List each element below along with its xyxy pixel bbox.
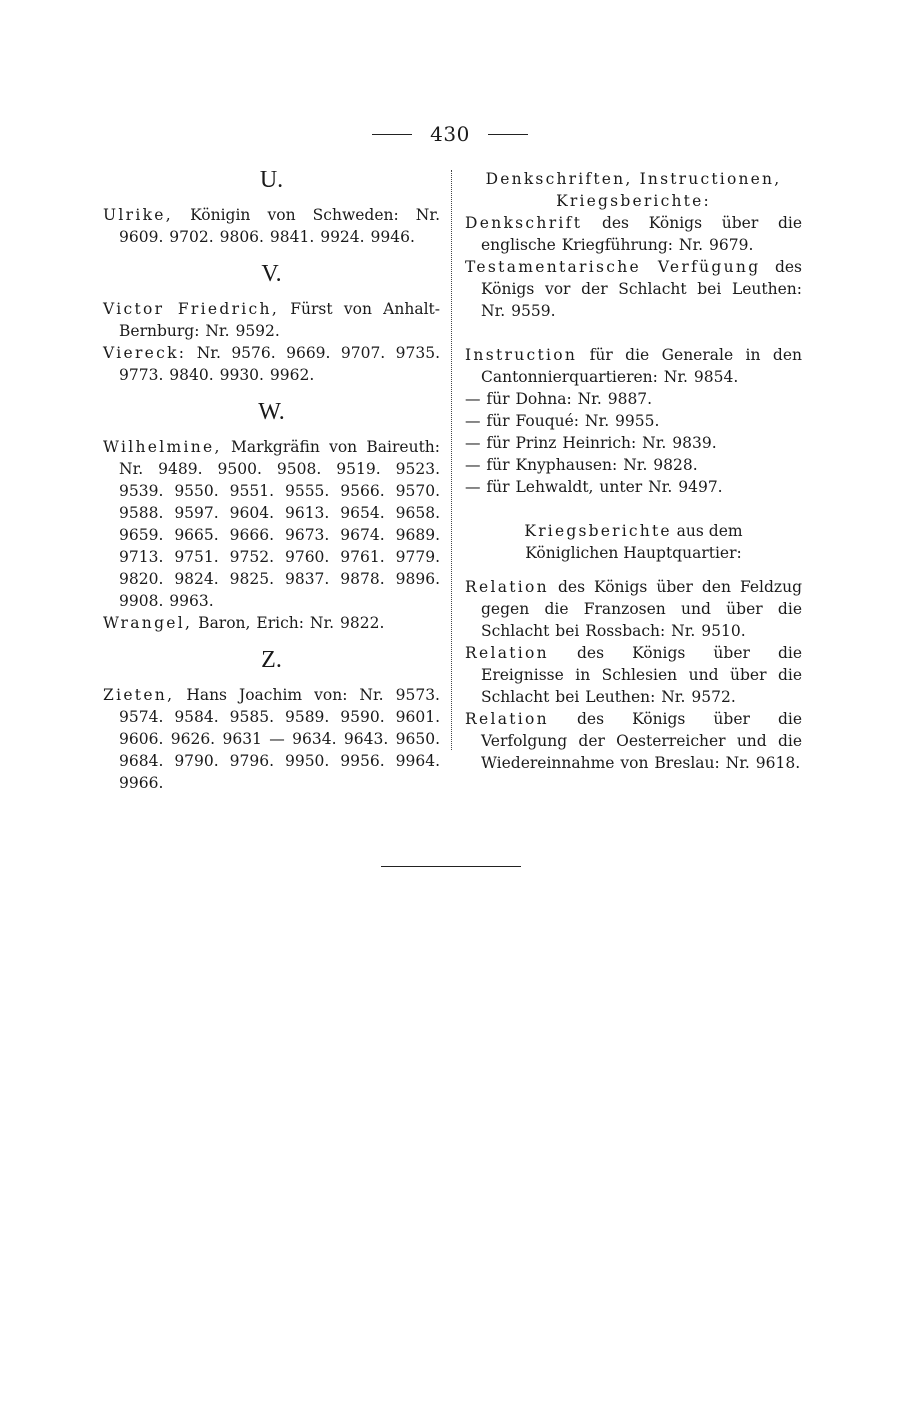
entry-text: — für Dohna: Nr. 9887. <box>465 390 653 408</box>
index-entry <box>465 576 802 642</box>
index-entry <box>465 642 802 708</box>
entry-text: — für Prinz Heinrich: Nr. 9839. <box>465 434 717 452</box>
index-entry <box>465 410 802 432</box>
entry-name: Relation <box>465 644 549 662</box>
section-letter-w: W. <box>258 399 285 425</box>
header-dash-left <box>372 134 412 135</box>
entry-name: Instruction <box>465 346 578 364</box>
column-divider <box>451 170 452 750</box>
index-entry <box>465 432 802 454</box>
entry-text: des Königs über den Feldzug gegen die Franzosen und über die Schlacht bei Rossbach: Nr. 9510. <box>481 578 802 640</box>
header-dash-right <box>488 134 528 135</box>
entry-name: Ulrike, <box>103 206 173 224</box>
index-entry <box>103 612 440 634</box>
page-header <box>0 122 900 146</box>
entry-text: Markgräfin von Baireuth: Nr. 9489. 9500. 9508. 9519. 9523. 9539. 9550. 9551. 9555. 9566. 9570. 9588. 9597. 9604. 9613. 9654. 9658. 9659. 9665. 9666. 9673. 9674. 9689. 9713. 9751. 9752. 9760. 9761. 9779. 9820. 9824. 9825. 9837. 9878. 9896. 9908. 9963. <box>119 438 440 610</box>
right-heading-line2: Kriegsberichte: <box>556 192 711 210</box>
entry-text: für die Generale in den Cantonnierquartieren: Nr. 9854. <box>481 346 802 386</box>
index-entry <box>103 342 440 386</box>
right-heading-line1: Denkschriften, Instructionen, <box>485 170 782 188</box>
kriegsberichte-heading <box>465 520 802 564</box>
index-entry <box>465 388 802 410</box>
entry-text: Königin von Schweden: Nr. 9609. 9702. 9806. 9841. 9924. 9946. <box>119 206 440 246</box>
section-letter-u: U. <box>259 167 284 193</box>
entry-text: Hans Joachim von: Nr. 9573. 9574. 9584. 9585. 9589. 9590. 9601. 9606. 9626. 9631 — 9634. 9643. 9650. 9684. 9790. 9796. 9950. 9956. 9964. 9966. <box>119 686 440 792</box>
entry-text: Baron, Erich: Nr. 9822. <box>192 614 385 632</box>
index-entry <box>465 256 802 322</box>
entry-name: Denkschrift <box>465 214 583 232</box>
index-entry <box>103 298 440 342</box>
index-entry <box>465 344 802 388</box>
entry-text: des Königs über die Verfolgung der Oesterreicher und die Wiedereinnahme von Breslau: Nr. 9618. <box>481 710 802 772</box>
entry-text: — für Lehwaldt, unter Nr. 9497. <box>465 478 723 496</box>
index-entry <box>103 684 440 794</box>
entry-text: des Königs vor der Schlacht bei Leuthen: Nr. 9559. <box>481 258 802 320</box>
index-entry <box>465 476 802 498</box>
index-entry <box>103 204 440 248</box>
bottom-rule <box>381 866 521 867</box>
page-number: 430 <box>430 122 470 146</box>
entry-text: Fürst von Anhalt-Bernburg: Nr. 9592. <box>119 300 440 340</box>
entry-text: — für Fouqué: Nr. 9955. <box>465 412 660 430</box>
kriegsberichte-heading-spaced: Kriegsberichte <box>524 522 672 540</box>
entry-name: Wrangel, <box>103 614 193 632</box>
index-entry <box>465 454 802 476</box>
section-letter-z: Z. <box>261 647 282 673</box>
entry-text: Nr. 9576. 9669. 9707. 9735. 9773. 9840. 9930. 9962. <box>119 344 440 384</box>
entry-name: Testamentarische Verfügung <box>465 258 761 276</box>
section-letter-v: V. <box>261 261 282 287</box>
left-column <box>103 166 440 794</box>
entry-name: Wilhelmine, <box>103 438 222 456</box>
kriegsberichte-heading-rest: aus dem Königlichen Hauptquartier: <box>525 522 743 562</box>
entry-name: Zieten, <box>103 686 175 704</box>
entry-text: des Königs über die englische Kriegführung: Nr. 9679. <box>481 214 802 254</box>
right-column <box>465 168 802 774</box>
entry-name: Relation <box>465 578 549 596</box>
index-entry <box>465 212 802 256</box>
entry-name: Victor Friedrich, <box>103 300 280 318</box>
entry-name: Viereck: <box>103 344 187 362</box>
entry-text: — für Knyphausen: Nr. 9828. <box>465 456 698 474</box>
index-entry <box>465 708 802 774</box>
index-entry <box>103 436 440 612</box>
entry-text: des Königs über die Ereignisse in Schlesien und über die Schlacht bei Leuthen: Nr. 9572. <box>481 644 802 706</box>
entry-name: Relation <box>465 710 549 728</box>
